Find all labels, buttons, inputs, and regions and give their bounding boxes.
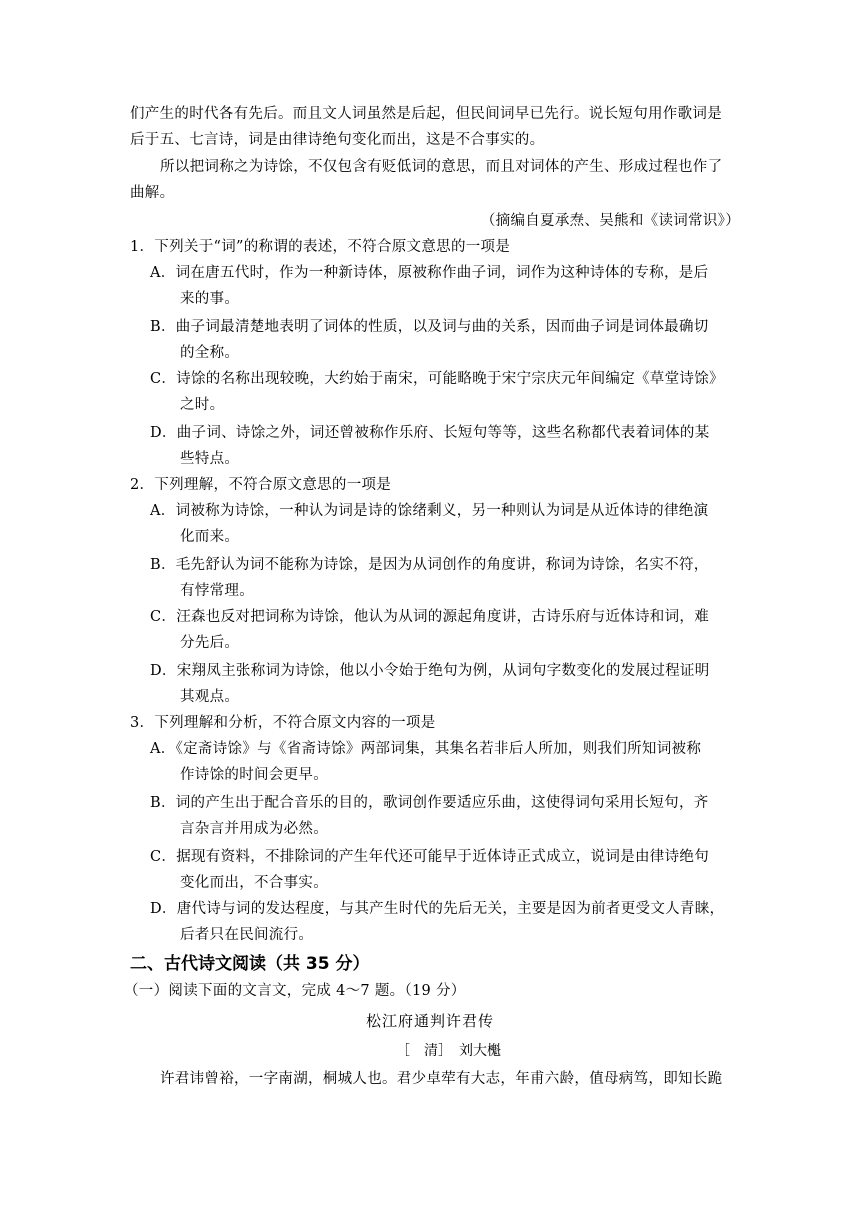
option-line: B．曲子词最清楚地表明了词体的性质，以及词与曲的关系，因而曲子词是词体最确切	[150, 319, 709, 335]
article-title: 松江府通判许君传	[365, 1012, 494, 1030]
option-line: 之时。	[180, 397, 225, 413]
option-line: D．宋翔凤主张称词为诗馀，他以小令始于绝句为例，从词句字数变化的发展过程证明	[150, 663, 710, 679]
option-line: 变化而出，不合事实。	[180, 875, 328, 891]
article-author: ［ 清］ 刘大櫆	[396, 1043, 501, 1059]
option-line: A．《定斋诗馀》与《省斋诗馀》两部词集，其集名若非后人所加，则我们所知词被称	[150, 741, 702, 757]
option-line: B．毛先舒认为词不能称为诗馀，是因为从词创作的角度讲，称词为诗馀，名实不符，	[150, 557, 709, 573]
option-line: 些特点。	[180, 451, 240, 467]
passage-line: 后于五、七言诗，词是由律诗绝句变化而出，这是不合事实的。	[130, 132, 545, 148]
option-line: 化而来。	[180, 529, 240, 545]
option-line: 作诗馀的时间会更早。	[180, 767, 328, 783]
section-heading: 二、古代诗文阅读（共 35 分）	[130, 954, 370, 974]
question-stem: 2．下列理解，不符合原文意思的一项是	[130, 477, 392, 493]
option-line: A．词在唐五代时，作为一种新诗体，原被称作曲子词，词作为这种诗体的专称，是后	[150, 265, 709, 281]
option-line: D．唐代诗与词的发达程度，与其产生时代的先后无关，主要是因为前者更受文人青睐，	[150, 901, 725, 917]
option-line: 其观点。	[180, 689, 240, 705]
question-stem: 3．下列理解和分析，不符合原文内容的一项是	[130, 715, 436, 731]
option-line: B．词的产生出于配合音乐的目的，歌词创作要适应乐曲，这使得词句采用长短句，齐	[150, 795, 709, 811]
option-line: 言杂言并用成为必然。	[180, 821, 328, 837]
option-line: 来的事。	[180, 291, 240, 307]
option-line: C．据现有资料，不排除词的产生年代还可能早于近体诗正式成立，说词是由律诗绝句	[150, 849, 709, 865]
option-line: D．曲子词、诗馀之外，词还曾被称作乐府、长短句等等，这些名称都代表着词体的某	[150, 425, 710, 441]
passage-line: 曲解。	[130, 185, 175, 201]
passage-line: 所以把词称之为诗馀，不仅包含有贬低词的意思，而且对词体的产生、形成过程也作了	[160, 159, 723, 175]
option-line: C．汪森也反对把词称为诗馀，他认为从词的源起角度讲，古诗乐府与近体诗和词，难	[150, 609, 709, 625]
option-line: A．词被称为诗馀，一种认为词是诗的馀绪剩义，另一种则认为词是从近体诗的律绝演	[150, 503, 709, 519]
option-line: 有悖常理。	[180, 583, 254, 599]
option-line: C．诗馀的名称出现较晚，大约始于南宋，可能略晚于宋宁宗庆元年间编定《草堂诗馀》	[150, 371, 724, 387]
passage-line: 们产生的时代各有先后。而且文人词虽然是后起，但民间词早已先行。说长短句用作歌词是	[130, 106, 722, 122]
option-line: 分先后。	[180, 635, 240, 651]
article-first-line: 许君讳曾裕，一字南湖，桐城人也。君少卓荦有大志，年甫六龄，值母病笃，即知长跪	[160, 1071, 723, 1087]
option-line: 后者只在民间流行。	[180, 927, 314, 943]
section-subheading: （一）阅读下面的文言文，完成 4～7 题。（19 分）	[124, 983, 466, 999]
question-stem: 1．下列关于“词”的称谓的表述，不符合原文意思的一项是	[130, 239, 511, 255]
option-line: 的全称。	[180, 345, 240, 361]
passage-source: （摘编自夏承焘、吴熊和《读词常识》）	[480, 213, 740, 229]
